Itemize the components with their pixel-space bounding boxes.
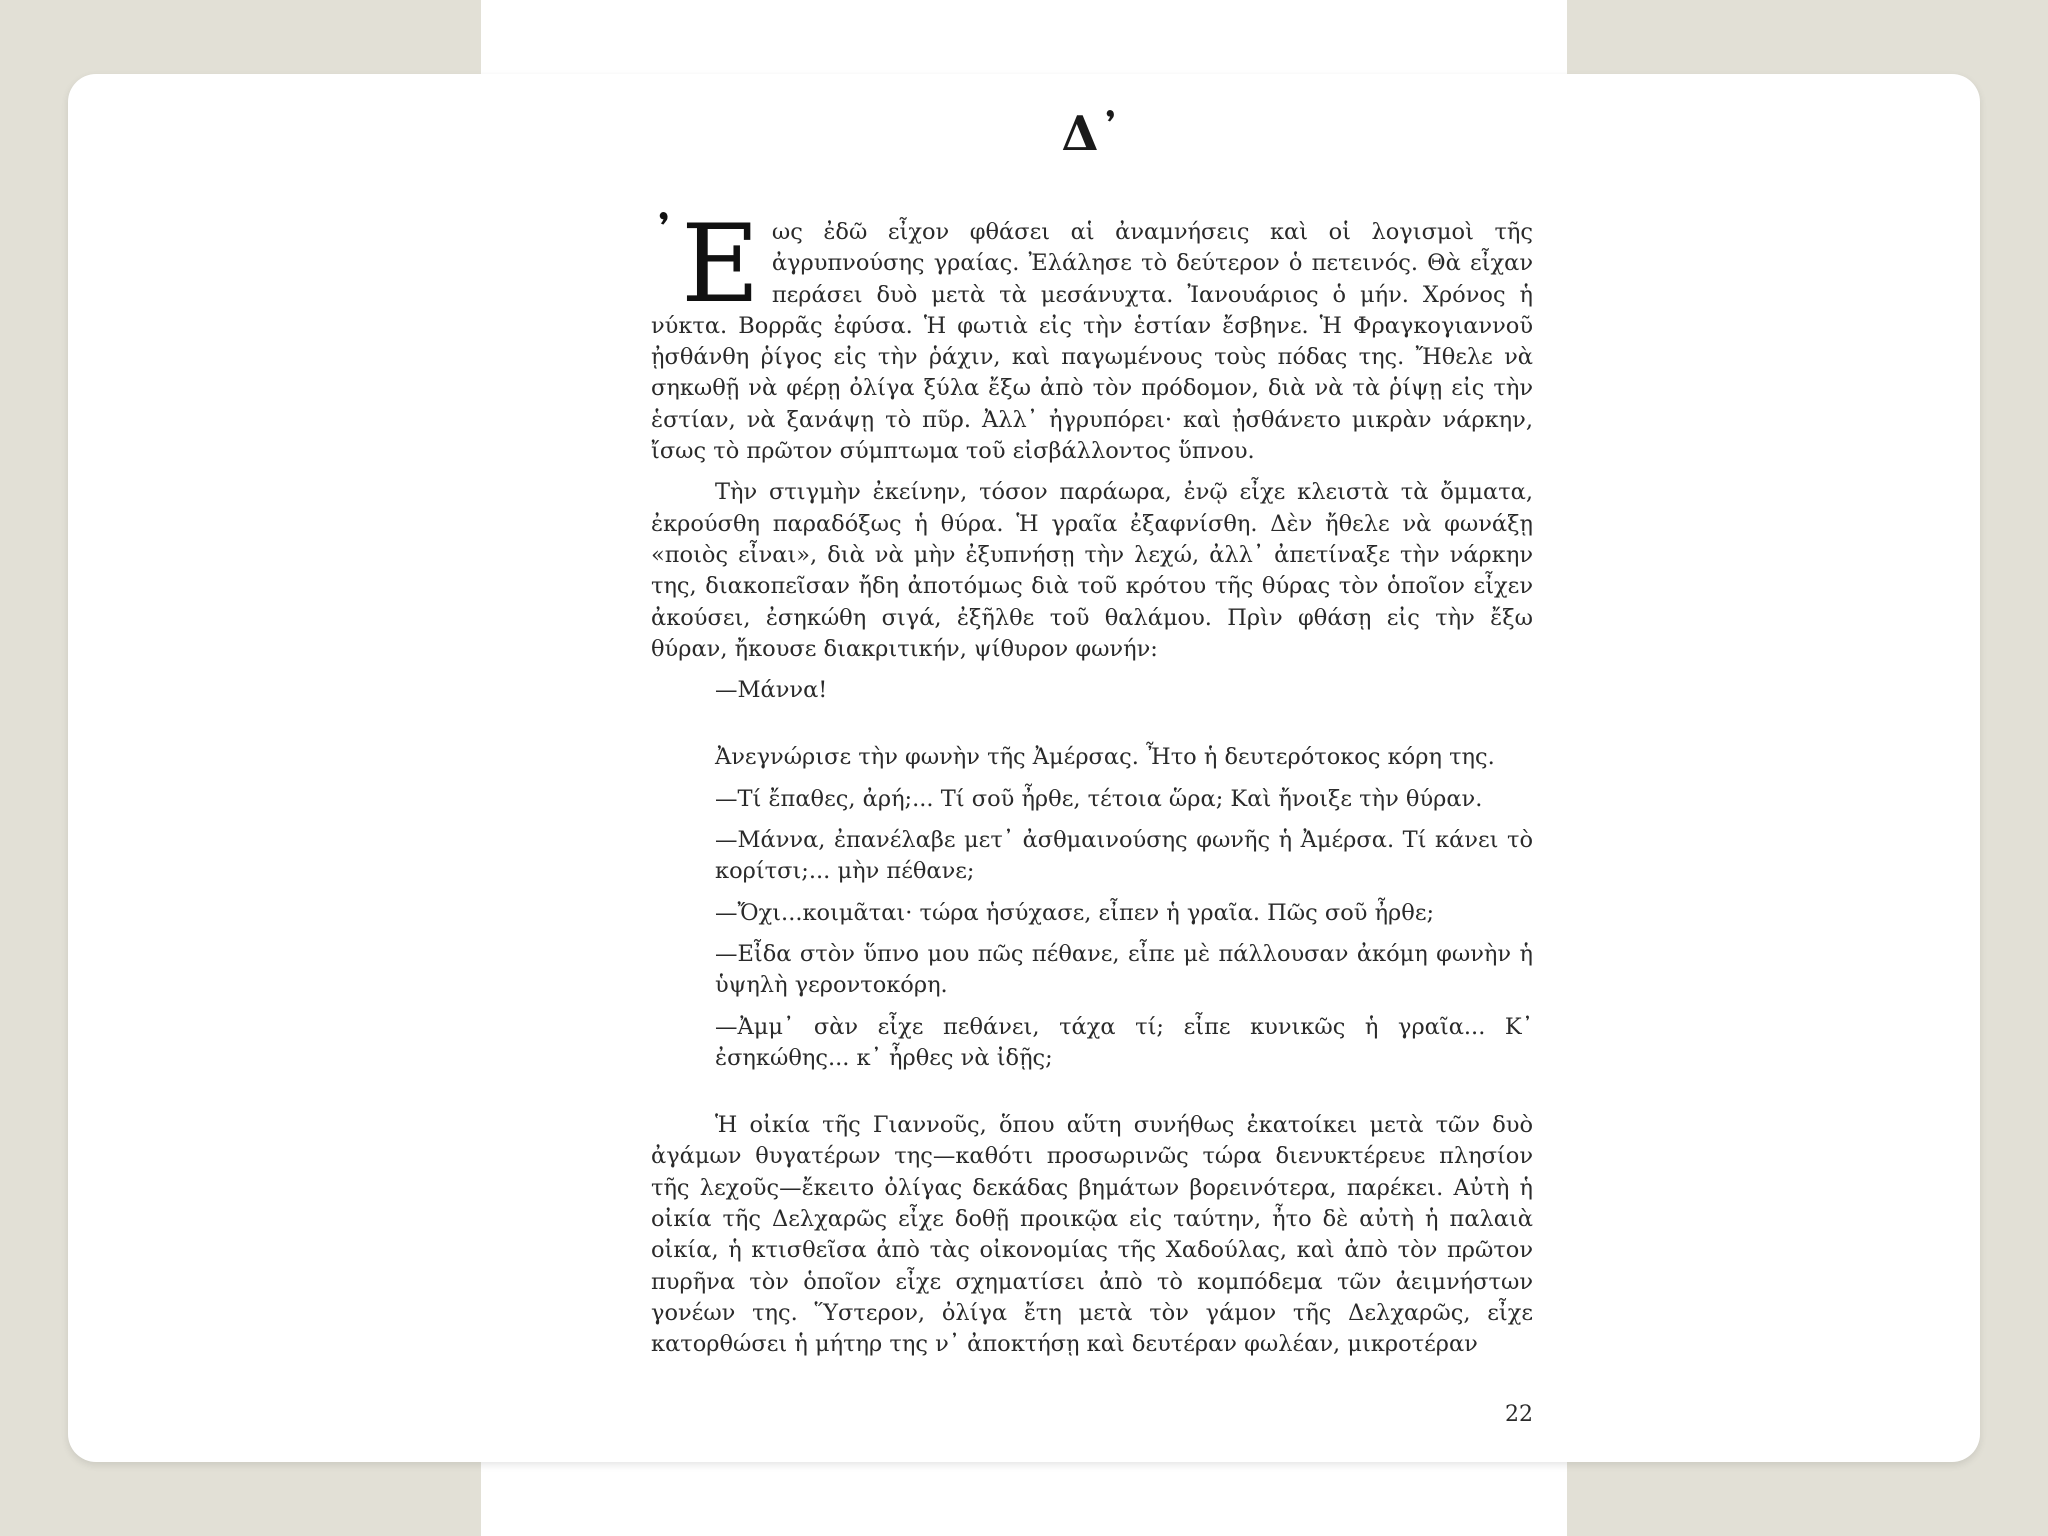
book-page <box>651 74 1533 1462</box>
paragraph-list <box>651 477 1533 1360</box>
document-viewer-card <box>68 74 1980 1462</box>
page-number: 22 <box>1505 1402 1533 1427</box>
paragraph: —Μάννα, ἐπανέλαβε μετ᾽ ἀσθμαινούσης φωνῆς ἡ Ἀμέρσα. Τί κάνει τὸ κορίτσι;... μὴν πέθανε; <box>715 827 1533 885</box>
paragraph: Τὴν στιγμὴν ἐκείνην, τόσον παράωρα, ἐνῷ εἶχε κλειστὰ τὰ ὄμματα, ἐκρούσθη παραδόξως ἡ θύρα. Ἡ γραῖα ἐξαφνίσθη. Δὲν ἤθελε νὰ φωνάξῃ «ποιὸς εἶναι», διὰ νὰ μὴν ἐξυπνήσῃ τὴν λεχώ, ἀλλ᾽ ἀπετίναξε τὴν νάρκην της, διακοπεῖσαν ἤδη ἀποτόμως διὰ τοῦ κρότου τῆς θύρας τὸν ὁποῖον εἶχεν ἀκούσει, ἐσηκώθη σιγά, ἐξῆλθε τοῦ θαλάμου. Πρὶν φθάσῃ εἰς τὴν ἔξω θύραν, ἤκουσε διακριτικήν, ψίθυρον φωνήν: <box>651 479 1533 662</box>
paragraph: —Μάννα! <box>715 677 828 704</box>
drop-cap <box>651 202 760 327</box>
paragraph: —Τί ἔπαθες, ἀρή;... Τί σοῦ ἦρθε, τέτοια ὥρα; Καὶ ἤνοιξε τὴν θύραν. <box>715 785 1483 812</box>
opening-paragraph-text: ως ἐδῶ εἶχον φθάσει αἱ ἀναμνήσεις καὶ οἱ λογισμοὶ τῆς ἀγρυπνούσης γραίας. Ἐλάλησε τὸ δεύτερον ὁ πετεινός. Θὰ εἶχαν περάσει δυὸ μετὰ τὰ μεσάνυχτα. Ἰανουάριος ὁ μήν. Χρόνος ἡ νύκτα. Βορρᾶς ἐφύσα. Ἡ φωτιὰ εἰς τὴν ἑστίαν ἔσβηνε. Ἡ Φραγκογιαννοῦ ᾐσθάνθη ῥίγος εἰς τὴν ῥάχιν, καὶ παγωμένους τοὺς πόδας της. Ἤθελε νὰ σηκωθῇ νὰ φέρῃ ὀλίγα ξύλα ἔξω ἀπὸ τὸν πρόδομον, διὰ νὰ τὰ ῥίψῃ εἰς τὴν ἑστίαν, νὰ ξανάψῃ τὸ πῦρ. Ἀλλ᾽ ἠγρυπόρει· καὶ ᾐσθάνετο μικρὰν νάρκην, ἴσως τὸ πρῶτον σύμπτωμα τοῦ εἰσβάλλοντος ὕπνου. <box>651 219 1533 465</box>
drop-cap-letter: Ε <box>681 202 760 327</box>
paragraph: Ἡ οἰκία τῆς Γιαννοῦς, ὅπου αὕτη συνήθως ἐκατοίκει μετὰ τῶν δυὸ ἀγάμων θυγατέρων της—καθότι προσωρινῶς τώρα διενυκτέρευε πλησίον τῆς λεχοῦς—ἔκειτο ὀλίγας δεκάδας βημάτων βορεινότερα, παρέκει. Αὐτὴ ἡ οἰκία τῆς Δελχαρῶς εἶχε δοθῇ προικῷα εἰς ταύτην, ἦτο δὲ αὐτὴ ἡ παλαιὰ οἰκία, ἡ κτισθεῖσα ἀπὸ τὰς οἰκονομίας τῆς Χαδούλας, καὶ ἀπὸ τὸν πρῶτον πυρῆνα τὸν ὁποῖον εἶχε σχηματίσει ἀπὸ τὸ κομπόδεμα τῶν ἀειμνήστων γονέων της. Ὕστερον, ὀλίγα ἔτη μετὰ τὸν γάμον τῆς Δελχαρῶς, εἶχε κατορθώσει ἡ μήτηρ της ν᾽ ἀποκτήσῃ καὶ δευτέραν φωλέαν, μικροτέραν <box>651 1112 1533 1358</box>
drop-cap-breathing-mark: ᾽ <box>651 208 677 269</box>
paragraph: —Ὄχι...κοιμᾶται· τώρα ἡσύχασε, εἶπεν ἡ γραῖα. Πῶς σοῦ ἦρθε; <box>715 899 1435 926</box>
chapter-title: Δ᾽ <box>1061 106 1123 162</box>
paragraph: —Εἶδα στὸν ὕπνο μου πῶς πέθανε, εἶπε μὲ πάλλουσαν ἀκόμη φωνὴν ἡ ὑψηλὴ γεροντοκόρη. <box>715 940 1533 999</box>
paragraph: Ἀνεγνώρισε τὴν φωνὴν τῆς Ἀμέρσας. Ἦτο ἡ δευτερότοκος κόρη της. <box>715 744 1495 771</box>
opening-paragraph <box>651 202 1533 467</box>
page-text <box>651 202 1533 1371</box>
paragraph: —Ἀμμ᾽ σὰν εἶχε πεθάνει, τάχα τί; εἶπε κυνικῶς ἡ γραῖα... Κ᾽ ἐσηκώθης... κ᾽ ἦρθες νὰ ἰδῇς; <box>715 1013 1533 1071</box>
